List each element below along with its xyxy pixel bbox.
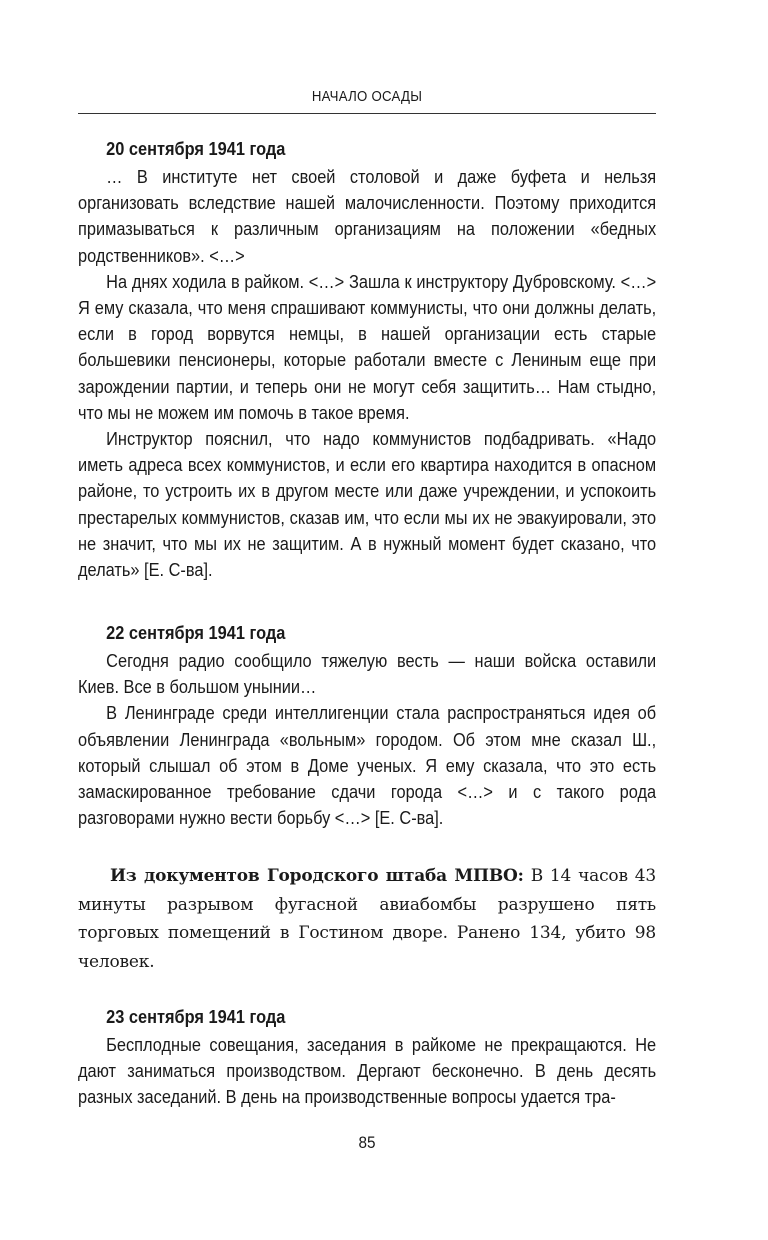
document-note-text: В 14 часов 43 минуты разрывом фугасной авиабомбы разрушено пять торговых помещений в Гостином дворе. Ранено 134, убито 98 человек. bbox=[78, 866, 656, 972]
document-note-lead: Из документов Городского штаба МПВО: bbox=[110, 866, 524, 886]
paragraph: Инструктор пояснил, что надо коммунистов подбадривать. «Надо иметь адреса всех коммунистов, и если его квартира находится в опасном районе, то устроить их в другом месте или даже учреждении, и успокоить престарелых коммунистов, сказав им, что если мы их не эвакуировали, это не значит, что мы их не защитим. А в нужный момент будет сказано, что делать» [Е. С-ва]. bbox=[78, 428, 657, 581]
running-head: НАЧАЛО ОСАДЫ bbox=[311, 88, 423, 105]
book-page bbox=[78, 0, 656, 1240]
entry-date: 23 сентября 1941 года bbox=[106, 1006, 286, 1027]
entry-date: 20 сентября 1941 года bbox=[106, 138, 286, 159]
paragraph: Сегодня радио сообщило тяжелую весть — наши войска оставили Киев. Все в большом унынии… bbox=[78, 650, 657, 698]
document-note bbox=[78, 862, 656, 976]
paragraph: Бесплодные совещания, заседания в райкоме не прекращаются. Не дают заниматься производством. Дергают бесконечно. В день десять разных заседаний. В день на производственные вопросы удается тра- bbox=[78, 1034, 657, 1108]
page-number: 85 bbox=[358, 1133, 376, 1152]
paragraph: В Ленинграде среди интеллигенции стала распространяться идея об объявлении Ленинграда «вольным» городом. Об этом мне сказал Ш., который слышал об этом в Доме ученых. Я ему сказала, что это есть замаскированное требование сдачи города <…> и с такого рода разговорами нужно вести борьбу <…> [Е. С-ва]. bbox=[78, 702, 657, 829]
entry-date: 22 сентября 1941 года bbox=[106, 622, 286, 643]
entry-body bbox=[78, 1032, 656, 1111]
paragraph: … В институте нет своей столовой и даже буфета и нельзя организовать вследствие нашей малочисленности. Поэтому приходится примазываться к различным организациям на положении «бедных родственников». <…> bbox=[78, 166, 657, 266]
paragraph: На днях ходила в райком. <…> Зашла к инструктору Дубровскому. <…> Я ему сказала, что меня спрашивают коммунисты, что они должны делать, если в город ворвутся немцы, в нашей организации есть старые большевики пенсионеры, которые работали вместе с Лениным еще при зарождении партии, и теперь они не могут себя защитить… Нам стыдно, что мы не можем им помочь в такое время. bbox=[78, 270, 657, 423]
header-rule bbox=[78, 113, 656, 114]
entry-body bbox=[78, 164, 656, 583]
entry-body bbox=[78, 648, 656, 831]
